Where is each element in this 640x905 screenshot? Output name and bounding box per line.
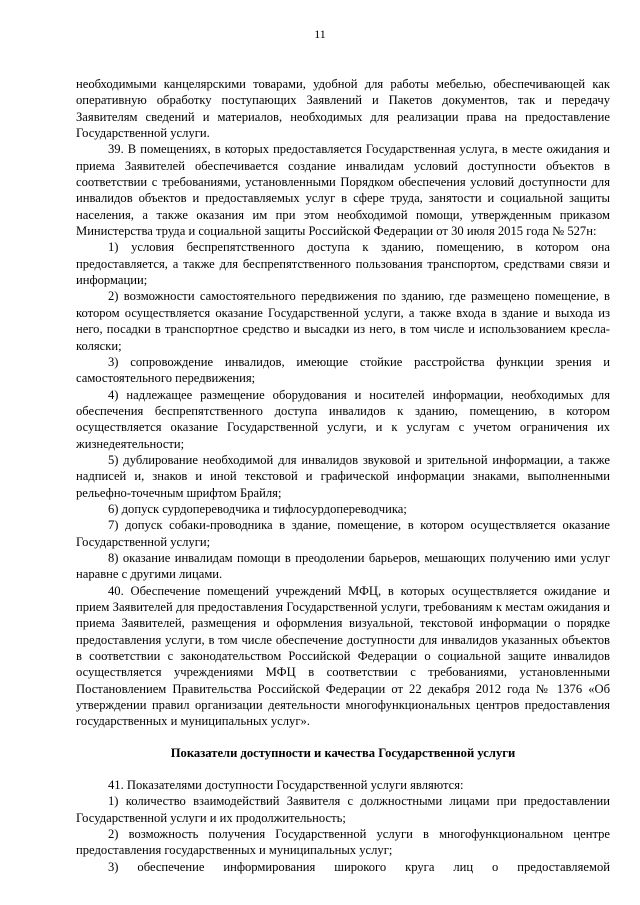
paragraph-item-40: 40. Обеспечение помещений учреждений МФЦ, в которых осуществляется ожидание и прием Заявителей для предоставления Государственной услуги, требованиям к местам ожидания и приема Заявителей, размещения и оформления визуальной, текстовой информации о порядке предоставления услуги, в том числе обеспечение доступности для инвалидов указанных объектов в соответствии с законодательством Российской Федерации о социальной защите инвалидов осуществляется учреждениями МФЦ в соответствии с требованиями, установленными Постановлением Правительства Российской Федерации от 22 декабря 2012 года № 1376 «Об утверждении правил организации деятельности многофункциональных центров предоставления государственных и муниципальных услуг».: [76, 583, 610, 729]
indicator-item-3: 3) обеспечение информирования широкого круга лиц о предоставляемой: [108, 859, 610, 874]
section-heading: Показатели доступности и качества Государственной услуги: [170, 745, 516, 760]
page-number: 11: [314, 27, 326, 41]
list-item-8: 8) оказание инвалидам помощи в преодолении барьеров, мешающих получению ими услуг наравне с другими лицами.: [76, 550, 610, 582]
list-item-5: 5) дублирование необходимой для инвалидов звуковой и зрительной информации, а также надписей и, знаков и иной текстовой и графической информации знаками, выполненными рельефно-точечным шрифтом Брайля;: [76, 452, 610, 500]
paragraph-continuation: необходимыми канцелярскими товарами, удобной для работы мебелью, обеспечивающей как оперативную обработку поступающих Заявлений и Пакетов документов, так и передачу Заявителям сведений и материалов, необходимых для реализации права на предоставление Государственной услуги.: [76, 77, 610, 141]
indicator-item-1: 1) количество взаимодействий Заявителя с должностными лицами при предоставлении Государственной услуги и их продолжительность;: [76, 794, 610, 825]
paragraph-item-39: 39. В помещениях, в которых предоставляется Государственная услуга, в месте ожидания и приема Заявителей обеспечивается создание инвалидам условий доступности объектов в соответствии с требованиями, установленными Порядком обеспечения условий доступности для инвалидов объектов и предоставляемых услуг в сфере труда, занятости и социальной защиты населения, а также оказания им при этом необходимой помощи, утвержденным приказом Министерства труда и социальной защиты Российской Федерации от 30 июля 2015 года № 527н:: [76, 142, 610, 239]
list-item-3: 3) сопровождение инвалидов, имеющие стойкие расстройства функции зрения и самостоятельного передвижения;: [76, 354, 610, 386]
indicator-item-2: 2) возможность получения Государственной услуги в многофункциональном центре предоставления государственных и муниципальных услуг;: [76, 827, 610, 858]
list-item-6: 6) допуск сурдопереводчика и тифлосурдопереводчика;: [108, 501, 407, 516]
list-item-4: 4) надлежащее размещение оборудования и носителей информации, необходимых для обеспечения беспрепятственного доступа инвалидов к зданию, помещению, в котором осуществляется оказание Государственной услуги, и к услугам с учетом ограничения их жизнедеятельности;: [76, 387, 610, 451]
paragraph-item-41: 41. Показателями доступности Государственной услуги являются:: [108, 778, 464, 793]
list-item-2: 2) возможности самостоятельного передвижения по зданию, где размещено помещение, в котором осуществляется оказание Государственной услуги, а также входа в здание и выхода из него, посадки в транспортное средство и высадки из него, в том числе и использованием кресла-коляски;: [76, 289, 610, 353]
list-item-7: 7) допуск собаки-проводника в здание, помещение, в котором осуществляется оказание Государственной услуги;: [76, 518, 610, 549]
document-body: [76, 76, 610, 875]
list-item-1: 1) условия беспрепятственного доступа к зданию, помещению, в котором она предоставляется, а также для беспрепятственного пользования транспортом, средствами связи и информации;: [76, 240, 610, 288]
